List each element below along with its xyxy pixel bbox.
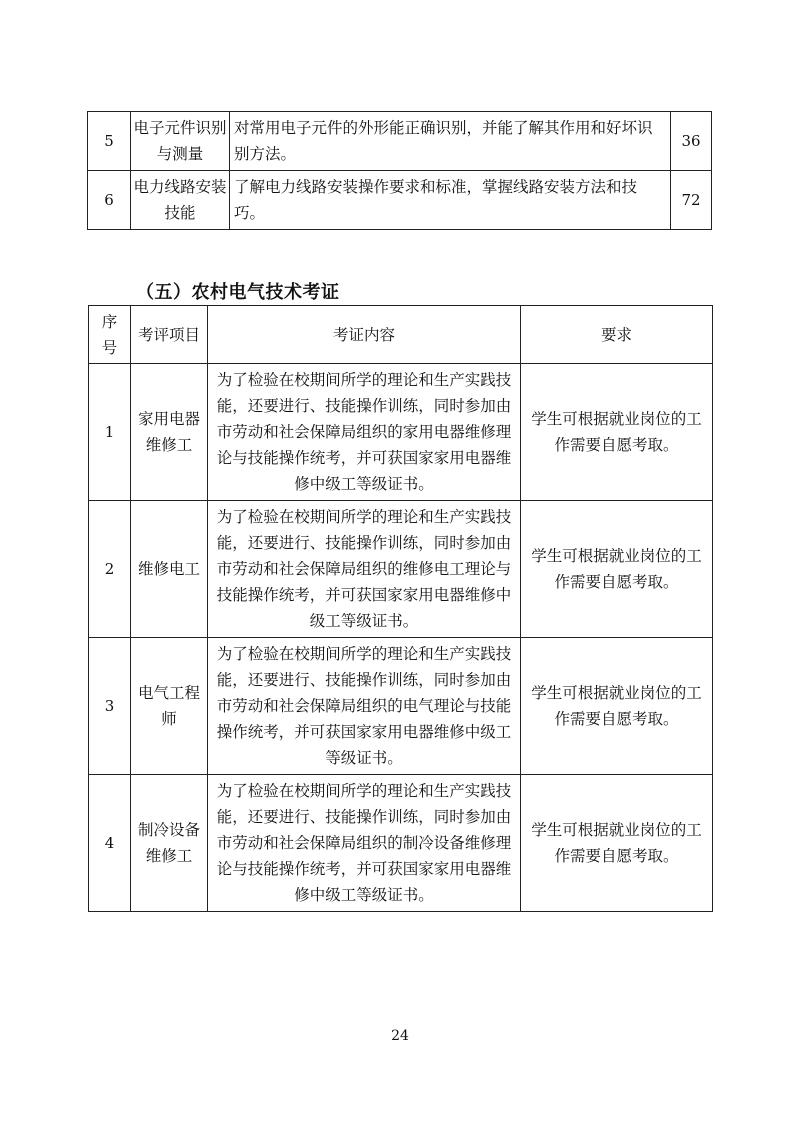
course-content: 对常用电子元件的外形能正确识别，并能了解其作用和好坏识别方法。 — [230, 112, 671, 171]
table-row — [89, 638, 713, 775]
table-row — [88, 112, 712, 171]
exam-item: 家用电器维修工 — [131, 364, 208, 501]
row-number: 5 — [88, 112, 131, 171]
row-number: 4 — [89, 775, 131, 912]
exam-requirement: 学生可根据就业岗位的工作需要自愿考取。 — [521, 638, 713, 775]
row-number: 2 — [89, 501, 131, 638]
header-content: 考证内容 — [208, 306, 521, 364]
section-heading: （五）农村电气技术考证 — [136, 282, 340, 303]
table-header-row — [89, 306, 713, 364]
row-number: 1 — [89, 364, 131, 501]
exam-item: 维修电工 — [131, 501, 208, 638]
course-content: 了解电力线路安装操作要求和标准，掌握线路安装方法和技巧。 — [230, 171, 671, 230]
exam-content: 为了检验在校期间所学的理论和生产实践技能，还要进行、技能操作训练，同时参加由市劳动和社会保障局组织的制冷设备维修理论与技能操作统考，并可获国家家用电器维修中级工等级证书。 — [208, 775, 521, 912]
course-hours: 72 — [671, 171, 712, 230]
page-number: 24 — [391, 1028, 409, 1044]
row-number: 6 — [88, 171, 131, 230]
row-number: 3 — [89, 638, 131, 775]
table-row — [89, 364, 713, 501]
certification-table — [88, 305, 713, 912]
table-row — [89, 775, 713, 912]
course-name: 电力线路安装技能 — [131, 171, 230, 230]
exam-item: 制冷设备维修工 — [131, 775, 208, 912]
course-table-continuation — [87, 111, 712, 230]
course-hours: 36 — [671, 112, 712, 171]
exam-requirement: 学生可根据就业岗位的工作需要自愿考取。 — [521, 364, 713, 501]
header-number: 序号 — [89, 306, 131, 364]
table-row — [88, 171, 712, 230]
course-name: 电子元件识别与测量 — [131, 112, 230, 171]
header-requirement: 要求 — [521, 306, 713, 364]
exam-content: 为了检验在校期间所学的理论和生产实践技能，还要进行、技能操作训练，同时参加由市劳动和社会保障局组织的电气理论与技能操作统考，并可获国家家用电器维修中级工等级证书。 — [208, 638, 521, 775]
exam-requirement: 学生可根据就业岗位的工作需要自愿考取。 — [521, 775, 713, 912]
exam-requirement: 学生可根据就业岗位的工作需要自愿考取。 — [521, 501, 713, 638]
exam-content: 为了检验在校期间所学的理论和生产实践技能，还要进行、技能操作训练，同时参加由市劳动和社会保障局组织的维修电工理论与技能操作统考，并可获国家家用电器维修中级工等级证书。 — [208, 501, 521, 638]
exam-item: 电气工程师 — [131, 638, 208, 775]
header-item: 考评项目 — [131, 306, 208, 364]
exam-content: 为了检验在校期间所学的理论和生产实践技能，还要进行、技能操作训练，同时参加由市劳动和社会保障局组织的家用电器维修理论与技能操作统考，并可获国家家用电器维修中级工等级证书。 — [208, 364, 521, 501]
table-row — [89, 501, 713, 638]
